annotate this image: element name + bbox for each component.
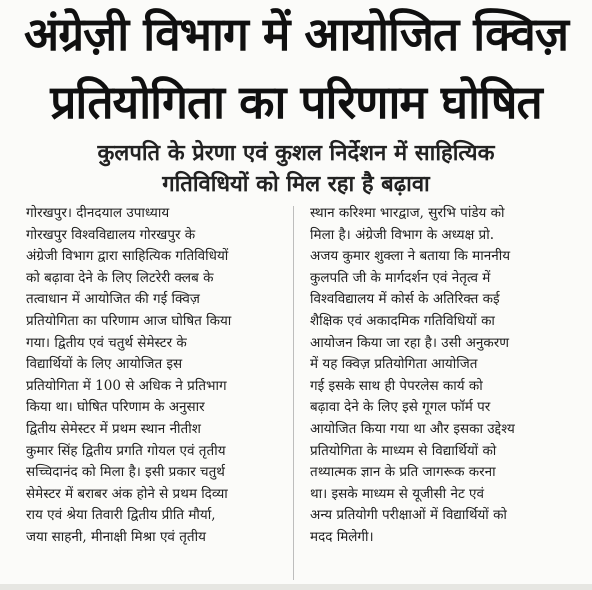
article-text-line: कुलपति जी के मार्गदर्शन एवं नेतृत्व में bbox=[310, 269, 491, 286]
column-divider bbox=[293, 206, 294, 580]
article-text-line: अन्य प्रतियोगी परीक्षाओं में विद्यार्थियों को bbox=[310, 507, 507, 524]
article-text-line: गई इसके साथ ही पेपरलेस कार्य को bbox=[310, 377, 483, 394]
article-text-line: मिला है। अंग्रेजी विभाग के अध्यक्ष प्रो. bbox=[310, 226, 495, 243]
subheadline-line-1: कुलपति के प्रेरणा एवं कुशल निर्देशन में साहित्यिक bbox=[97, 141, 495, 166]
article-text-line: द्वितीय सेमेस्टर में प्रथम स्थान नीतीश bbox=[26, 420, 201, 437]
article-text-line: बढ़ावा देने के लिए इसे गूगल फॉर्म पर bbox=[310, 399, 491, 416]
article-text-line: में यह क्विज़ प्रतियोगिता आयोजित bbox=[310, 356, 478, 373]
headline-line-2: प्रतियोगिता का परिणाम घोषित bbox=[50, 75, 542, 129]
article-text-line: स्थान करिश्मा भारद्वाज, सुरभि पांडेय को bbox=[310, 205, 505, 221]
article-text-line: सेमेस्टर में बराबर अंक होने से प्रथम दिव्या bbox=[26, 485, 228, 502]
article-text-line: प्रतियोगिता का परिणाम आज घोषित किया bbox=[26, 312, 232, 329]
article-text-line: सच्चिदानंद को मिला है। इसी प्रकार चतुर्थ bbox=[26, 464, 225, 481]
article-text-line: प्रतियोगिता के माध्यम से विद्यार्थियों को bbox=[310, 442, 497, 459]
article-text-line: अंग्रेजी विभाग द्वारा साहित्यिक गतिविधियों bbox=[26, 248, 229, 265]
article-text-line: था। इसके माध्यम से यूजीसी नेट एवं bbox=[310, 485, 485, 502]
article-text-line: किया था। घोषित परिणाम के अनुसार bbox=[26, 399, 205, 416]
article-text-line: विश्वविद्यालय में कोर्स के अतिरिक्त कई bbox=[310, 291, 500, 308]
article-text-line: आयोजित किया गया था और इसका उद्देश्य bbox=[310, 420, 515, 437]
article-text-line: विद्यार्थियों के लिए आयोजित इस bbox=[26, 356, 183, 373]
article-column-left bbox=[26, 203, 294, 549]
article-text-line: आयोजन किया जा रहा है। उसी अनुकरण bbox=[310, 334, 510, 351]
article-text-line: कुमार सिंह द्वितीय प्रगति गोयल एवं तृतीय bbox=[26, 442, 226, 459]
article-text-line: अजय कुमार शुक्ला ने बताया कि माननीय bbox=[310, 248, 511, 265]
headline-line-1: अंग्रेज़ी विभाग में आयोजित क्विज़ bbox=[24, 7, 568, 61]
article-text-line: तथ्यात्मक ज्ञान के प्रति जागरूक करना bbox=[310, 464, 496, 481]
article-text-line: गोरखपुर विश्वविद्यालय गोरखपुर के bbox=[26, 226, 196, 243]
article-text-line: को बढ़ावा देने के लिए लिटरेरी क्लब के bbox=[26, 269, 214, 286]
article-text-line: गोरखपुर। दीनदयाल उपाध्याय bbox=[26, 205, 170, 221]
article-text-line: शैक्षिक एवं अकादमिक गतिविधियों का bbox=[310, 312, 495, 329]
page-bottom-edge bbox=[0, 584, 592, 590]
article-text-line: प्रतियोगिता में 100 से अधिक ने प्रतिभाग bbox=[26, 377, 227, 394]
article-text-line: मदद मिलेगी। bbox=[310, 528, 374, 545]
article-text-line: तत्वाधान में आयोजित की गई क्विज़ bbox=[26, 291, 200, 308]
subheadline-line-2: गतिविधियों को मिल रहा है बढ़ावा bbox=[162, 172, 430, 197]
article-text-line: जया साहनी, मीनाक्षी मिश्रा एवं तृतीय bbox=[26, 528, 206, 545]
article-column-right bbox=[310, 203, 576, 549]
article-text-line: राय एवं श्रेया तिवारी द्वितीय प्रीति मौर्या, bbox=[26, 507, 216, 524]
article-text-line: गया। द्वितीय एवं चतुर्थ सेमेस्टर के bbox=[26, 334, 187, 351]
